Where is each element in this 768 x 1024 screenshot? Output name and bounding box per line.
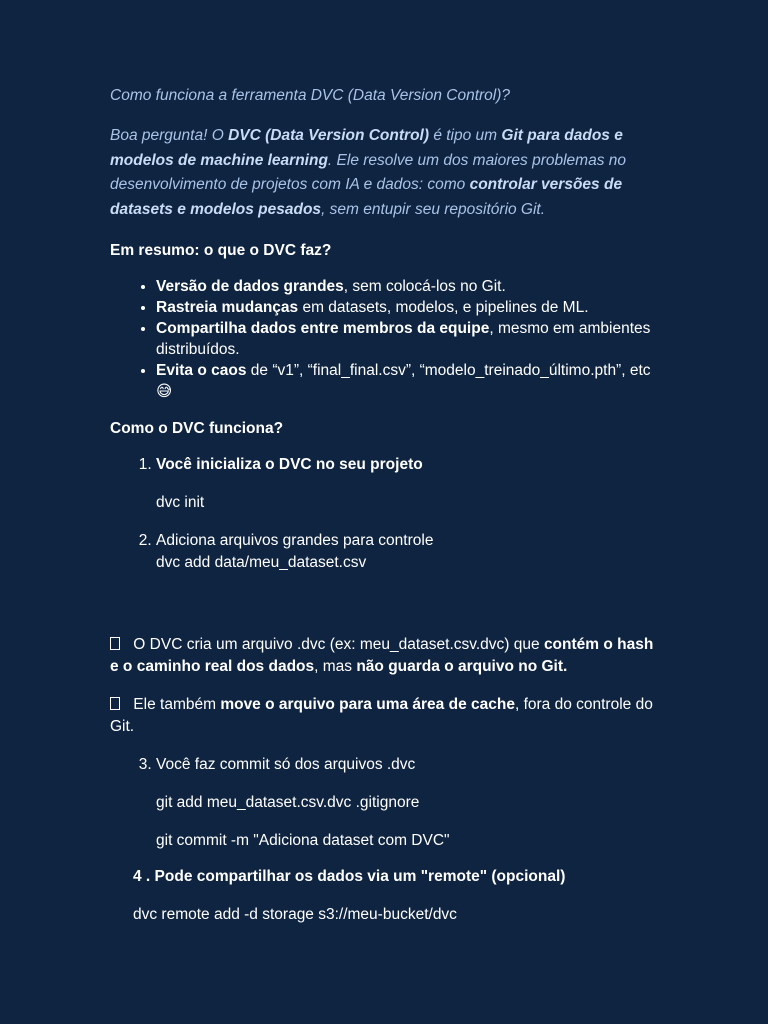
list-item bbox=[156, 360, 655, 402]
code-line: dvc init bbox=[156, 494, 205, 511]
spacer bbox=[110, 574, 655, 634]
step-title: 2. Adiciona arquivos grandes para controle bbox=[156, 532, 434, 549]
list-item bbox=[156, 297, 655, 318]
code-line: git commit -m "Adiciona dataset com DVC" bbox=[156, 832, 450, 849]
note-bold: não guarda o arquivo no Git. bbox=[356, 658, 568, 675]
answer-bold: DVC (Data Version Control) bbox=[228, 127, 430, 144]
note-paragraph-1 bbox=[110, 634, 655, 678]
answer-bold: controlar versões de datasets e modelos pesados bbox=[110, 176, 623, 218]
list-item-text: em datasets, modelos, e pipelines de ML. bbox=[298, 299, 589, 316]
step-item-4-title: 4 . Pode compartilhar os dados via um "remote" (opcional) bbox=[133, 868, 566, 885]
summary-list bbox=[110, 276, 655, 402]
step-item-2 bbox=[156, 530, 655, 574]
spacer bbox=[156, 814, 655, 830]
steps-list-2 bbox=[110, 754, 655, 852]
answer-text: é tipo um bbox=[429, 127, 502, 144]
note-paragraph-2 bbox=[110, 694, 655, 738]
steps-list-1 bbox=[110, 454, 655, 574]
list-item-text: , mesmo em ambientes distribuídos. bbox=[156, 320, 651, 358]
code-line: git add meu_dataset.csv.dvc .gitignore bbox=[156, 794, 420, 811]
list-item bbox=[156, 318, 655, 360]
code-line: dvc add data/meu_dataset.csv bbox=[156, 554, 367, 571]
step-item-3 bbox=[156, 754, 655, 852]
missing-glyph-icon bbox=[110, 637, 120, 650]
answer-text: , sem entupir seu repositório Git. bbox=[321, 200, 546, 218]
list-item-text: , sem colocá-los no Git. bbox=[343, 278, 506, 295]
answer-paragraph bbox=[110, 124, 655, 222]
answer-text: Boa pergunta! O bbox=[110, 127, 229, 144]
list-item-bold: Rastreia mudanças bbox=[156, 299, 299, 316]
summary-heading: Em resumo: o que o DVC faz? bbox=[110, 242, 332, 259]
list-item-bold: Versão de dados grandes bbox=[156, 278, 344, 295]
step-title: Você inicializa o DVC no seu projeto bbox=[156, 456, 423, 473]
note-text: O DVC cria um arquivo .dvc (ex: meu_dataset.csv.dvc) que bbox=[129, 636, 544, 653]
spacer bbox=[156, 776, 655, 792]
note-text: Ele também bbox=[129, 696, 221, 713]
list-item-text: de “v1”, “final_final.csv”, “modelo_treinado_último.pth”, etc 😅 bbox=[156, 362, 651, 400]
step-title: 3. Você faz commit só dos arquivos .dvc bbox=[156, 756, 416, 773]
how-heading: Como o DVC funciona? bbox=[110, 420, 284, 437]
list-item-bold: Compartilha dados entre membros da equipe bbox=[156, 320, 490, 337]
step-item-1 bbox=[156, 454, 655, 530]
answer-text: . Ele resolve um dos maiores problemas no desenvolvimento de projetos com IA e dados: como bbox=[110, 151, 627, 193]
spacer bbox=[156, 476, 655, 492]
answer-bold: Git para dados e modelos de machine learning bbox=[110, 127, 623, 169]
spacer bbox=[156, 514, 655, 530]
list-item bbox=[156, 276, 655, 297]
document-page bbox=[110, 84, 655, 926]
note-bold: contém o hash e o caminho real dos dados bbox=[110, 636, 654, 675]
missing-glyph-icon bbox=[110, 697, 120, 710]
note-text: , fora do controle do Git. bbox=[110, 696, 653, 735]
note-text: , mas bbox=[314, 658, 357, 675]
question-text: Como funciona a ferramenta DVC (Data Version Control)? bbox=[110, 87, 511, 104]
code-line: dvc remote add -d storage s3://meu-bucket/dvc bbox=[133, 906, 457, 923]
list-item-bold: Evita o caos bbox=[156, 362, 247, 379]
note-bold: move o arquivo para uma área de cache bbox=[220, 696, 515, 713]
